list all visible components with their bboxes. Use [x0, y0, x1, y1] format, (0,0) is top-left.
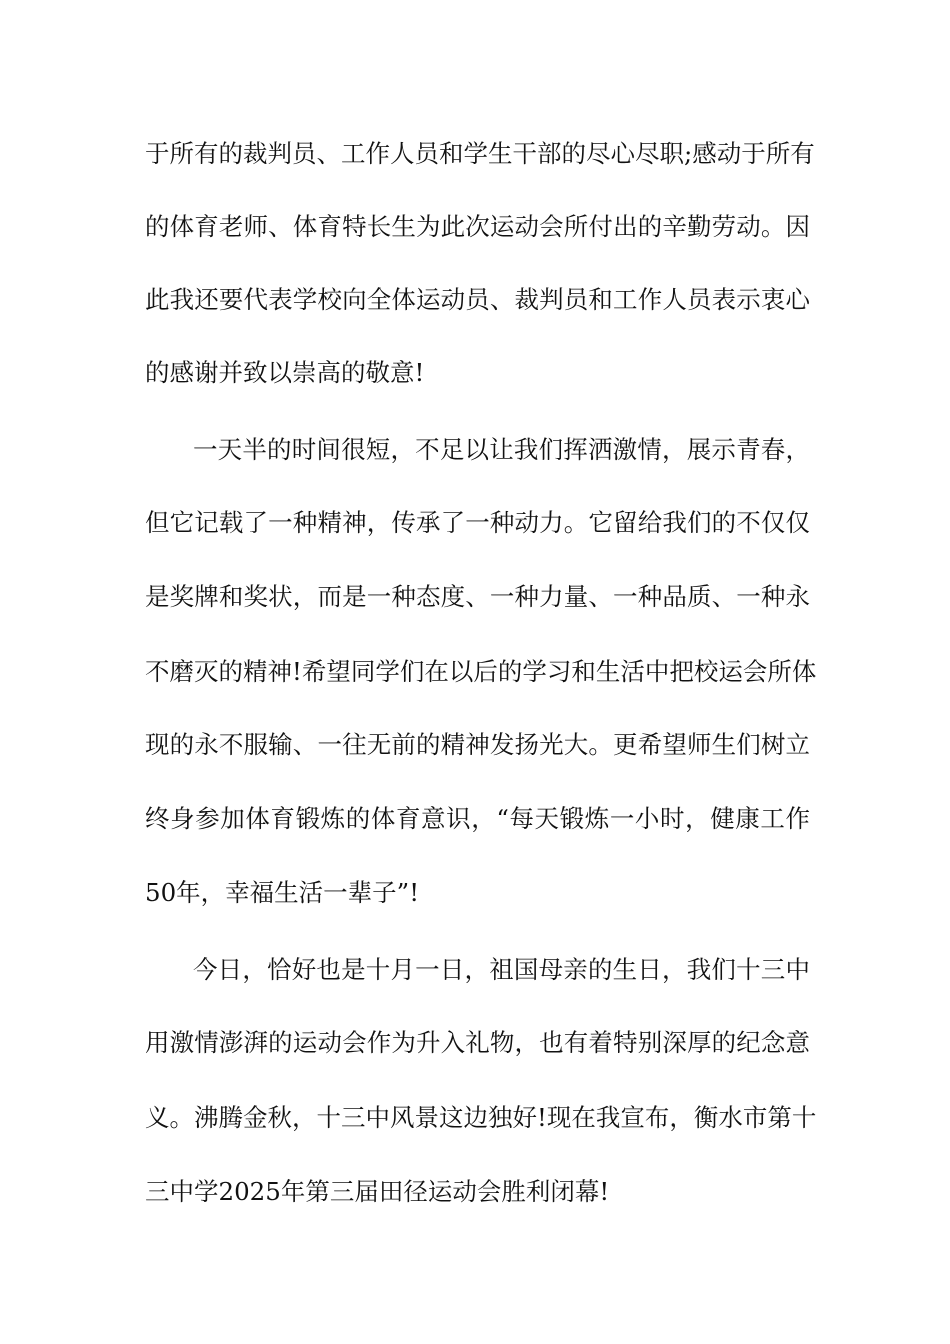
text-line: 的感谢并致以崇高的敬意! [145, 358, 425, 387]
text-line: 但它记载了一种精神，传承了一种动力。它留给我们的不仅仅 [145, 508, 810, 537]
text-line: 终身参加体育锻炼的体育意识，“每天锻炼一小时，健康工作 [145, 804, 810, 833]
text-line: 是奖牌和奖状，而是一种态度、一种力量、一种品质、一种永 [145, 582, 810, 611]
text-line: 的体育老师、体育特长生为此次运动会所付出的辛勤劳动。因 [145, 212, 810, 241]
text-line: 今日，恰好也是十月一日，祖国母亲的生日，我们十三中 [193, 955, 810, 984]
text-line: 50年，幸福生活一辈子”! [145, 878, 420, 907]
text-line: 此我还要代表学校向全体运动员、裁判员和工作人员表示衷心 [145, 285, 810, 314]
text-line: 现的永不服输、一往无前的精神发扬光大。更希望师生们树立 [145, 730, 810, 759]
text-line: 义。沸腾金秋，十三中风景这边独好!现在我宣布，衡水市第十 [145, 1103, 817, 1132]
text-line: 不磨灭的精神!希望同学们在以后的学习和生活中把校运会所体 [145, 657, 817, 686]
text-line: 于所有的裁判员、工作人员和学生干部的尽心尽职;感动于所有 [145, 139, 815, 168]
text-line: 一天半的时间很短，不足以让我们挥洒激情，展示青春， [193, 435, 810, 464]
text-line: 用激情澎湃的运动会作为升入礼物，也有着特别深厚的纪念意 [145, 1028, 810, 1057]
text-line: 三中学2025年第三届田径运动会胜利闭幕! [145, 1177, 610, 1206]
